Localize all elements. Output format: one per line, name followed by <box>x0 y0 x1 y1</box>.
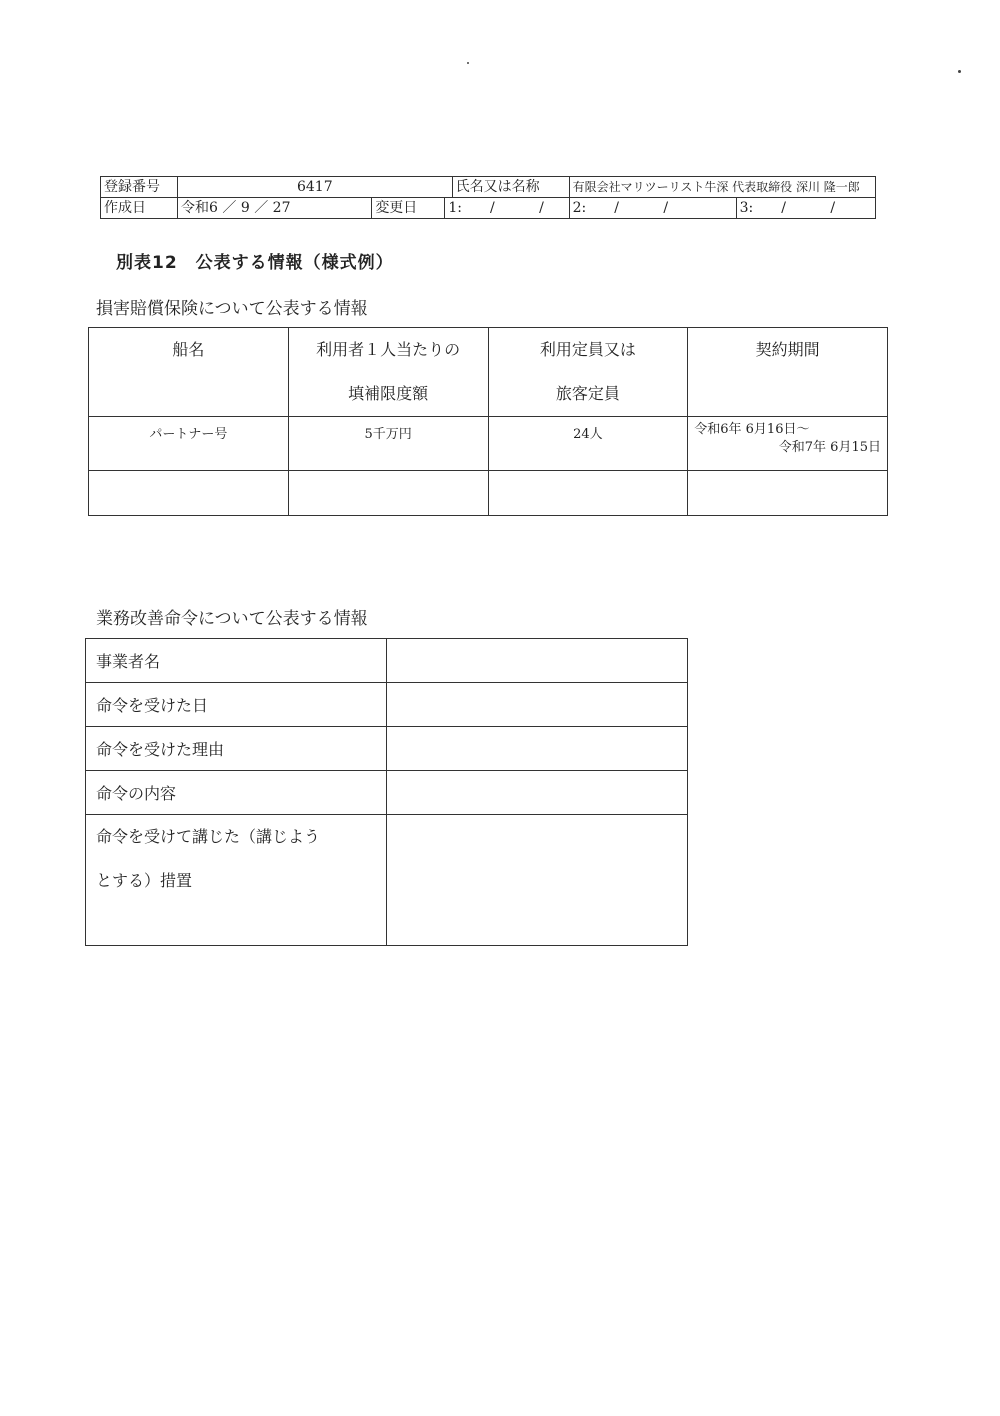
limit-amount: 5千万円 <box>288 417 488 471</box>
table-row <box>86 771 688 815</box>
change-date-2: 2: / / <box>569 198 736 219</box>
col-capacity: 利用定員又は 旅客定員 <box>488 328 688 417</box>
table-row-empty <box>89 471 888 516</box>
capacity-value: 24人 <box>488 417 688 471</box>
value-cell <box>387 727 688 771</box>
change-label: 変更日 <box>372 198 445 219</box>
created-era: 令和6 <box>181 200 218 216</box>
date-slashes: / / <box>781 200 856 216</box>
col-limit: 利用者１人当たりの 填補限度額 <box>288 328 488 417</box>
col-ship-name: 船名 <box>89 328 289 417</box>
label-measures: 命令を受けて講じた（講じよう とする）措置 <box>86 815 387 946</box>
insurance-table <box>88 327 888 516</box>
reg-number: 6417 <box>178 177 453 198</box>
table-row <box>86 815 688 946</box>
label-business-name: 事業者名 <box>86 639 387 683</box>
value-cell <box>387 771 688 815</box>
change-date-3: 3: / / <box>736 198 875 219</box>
insurance-heading: 損害賠償保険について公表する情報 <box>96 299 368 319</box>
scan-speck <box>958 70 961 73</box>
date-slashes: / / <box>489 200 564 216</box>
page-title: 別表12 公表する情報（様式例） <box>116 253 394 273</box>
name-value: 有限会社マリツーリスト牛深 代表取締役 深川 隆一郎 <box>569 177 875 198</box>
table-row <box>86 639 688 683</box>
value-cell <box>387 683 688 727</box>
ship-name: パートナー号 <box>89 417 289 471</box>
table-row <box>86 727 688 771</box>
order-table <box>85 638 688 946</box>
scan-speck <box>467 62 469 64</box>
registration-table <box>100 176 876 219</box>
name-label: 氏名又は名称 <box>452 177 569 198</box>
created-day: 27 <box>272 200 291 216</box>
col-period: 契約期間 <box>688 328 888 417</box>
table-row <box>86 683 688 727</box>
date-slashes: / / <box>614 200 689 216</box>
label-order-date: 命令を受けた日 <box>86 683 387 727</box>
value-cell <box>387 815 688 946</box>
created-month: 9 <box>240 200 250 216</box>
label-order-content: 命令の内容 <box>86 771 387 815</box>
reg-label: 登録番号 <box>101 177 178 198</box>
table-row <box>89 417 888 471</box>
created-date: 令和6 ／ 9 ／ 27 <box>178 198 372 219</box>
order-heading: 業務改善命令について公表する情報 <box>96 609 368 629</box>
label-order-reason: 命令を受けた理由 <box>86 727 387 771</box>
value-cell <box>387 639 688 683</box>
contract-period: 令和6年 6月16日～ 令和7年 6月15日 <box>688 417 888 471</box>
created-label: 作成日 <box>101 198 178 219</box>
change-date-1: 1: / / <box>445 198 569 219</box>
